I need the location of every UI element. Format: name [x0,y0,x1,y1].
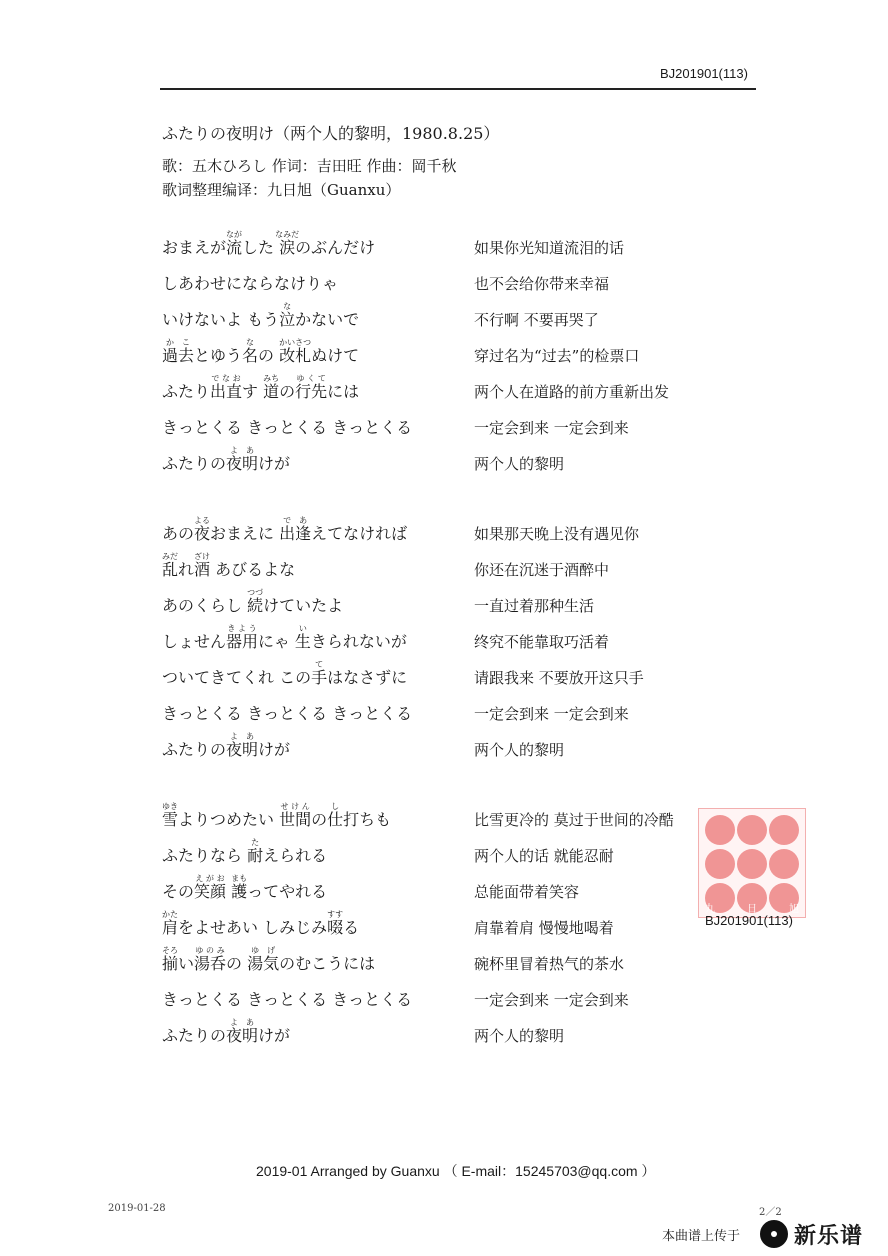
furigana-reading: た [247,838,264,847]
furigana-word: 耐た [247,838,264,865]
furigana-reading: みち [263,374,280,383]
japanese-lyric: あの夜よるおまえに 出逢であえてなければ [162,516,408,543]
chinese-translation: 两个人在道路的前方重新出发 [474,383,670,401]
japanese-lyric: しょせん器用きようにゃ 生いきられないが [162,624,407,651]
lyric-line [162,906,762,942]
chinese-translation: 两个人的黎明 [474,455,565,473]
lyric-line [162,728,762,764]
chinese-translation: 两个人的黎明 [474,741,565,759]
furigana-reading: し [327,802,344,811]
furigana-word: 生い [294,624,311,651]
furigana-word: 続つづ [247,588,264,615]
furigana-reading: ゆのみ [194,946,227,955]
japanese-lyric: きっとくる きっとくる きっとくる [162,704,413,723]
furigana-word: 出逢であ [279,516,312,543]
furigana-word: 泣な [279,302,296,329]
furigana-word: 仕し [327,802,344,829]
lyric-line [162,548,762,584]
furigana-word: 器用きよう [226,624,259,651]
lyric-line [162,978,762,1014]
japanese-lyric: おまえが流ながした 涙なみだのぶんだけ [162,230,376,257]
furigana-word: 肩かた [162,910,179,937]
lyric-line [162,334,762,370]
seal-code: BJ201901(113) [705,913,793,928]
footer-page-number: 2／2 [759,1207,782,1218]
japanese-lyric: 雪ゆきよりつめたい 世間せけんの仕し打ちも [162,802,392,829]
furigana-reading: そろ [162,946,179,955]
watermark-seal [698,808,806,918]
japanese-lyric: あのくらし 続つづけていたよ [162,588,344,615]
furigana-word: 名な [242,338,259,365]
chinese-translation: 比雪更冷的 莫过于世间的冷酷 [474,811,674,829]
furigana-reading: て [311,660,328,669]
furigana-reading: なみだ [275,230,300,239]
furigana-reading: ゆくて [295,374,328,383]
japanese-lyric: いけないよ もう泣なかないで [162,302,360,329]
furigana-word: 改札かいさつ [279,338,312,365]
upload-note: 本曲谱上传于 [662,1229,741,1244]
chinese-translation: 碗杯里冒着热气的茶水 [474,955,625,973]
japanese-lyric: 過去かことゆう名なの 改札かいさつぬけて [162,338,360,365]
chinese-translation: 一定会到来 一定会到来 [474,705,629,723]
furigana-word: 手て [311,660,328,687]
japanese-lyric: しあわせにならなけりゃ [162,274,339,293]
site-logo[interactable] [760,1217,884,1251]
japanese-lyric: ふたりの夜明よあけが [162,446,291,473]
chinese-translation: 如果那天晚上没有遇见你 [474,525,640,543]
chinese-translation: 如果你光知道流泪的话 [474,239,625,257]
japanese-lyric: ついてきてくれ この手てはなさずに [162,660,408,687]
furigana-reading: い [294,624,311,633]
lyric-line [162,834,762,870]
furigana-reading: せけん [279,802,312,811]
furigana-reading: ゆげ [247,946,280,955]
furigana-word: 乱みだ [162,552,179,579]
chinese-translation: 肩靠着肩 慢慢地喝着 [474,919,614,937]
japanese-lyric: ふたりの夜明よあけが [162,1018,291,1045]
japanese-lyric: 乱みだれ酒ざけ あびるよな [162,552,296,579]
seal-text: 九 日 旭 [705,904,799,915]
lyric-line [162,942,762,978]
lyric-line [162,870,762,906]
furigana-word: 笑顔えがお [194,874,227,901]
furigana-word: 夜明よあ [226,446,259,473]
furigana-reading: きよう [226,624,259,633]
lyric-line [162,262,762,298]
furigana-reading: すす [327,910,344,919]
stanza-3 [162,798,762,1050]
furigana-word: 夜明よあ [226,1018,259,1045]
lyric-line [162,406,762,442]
furigana-word: 涙なみだ [275,230,300,257]
furigana-word: 夜明よあ [226,732,259,759]
furigana-reading: かいさつ [279,338,312,347]
furigana-word: 護まも [231,874,248,901]
lyric-line [162,1014,762,1050]
furigana-reading: よあ [226,732,259,741]
lyric-line [162,584,762,620]
site-logo-text: 新乐谱 [794,1224,864,1249]
furigana-word: 湯呑ゆのみ [194,946,227,973]
lyric-line [162,512,762,548]
lyric-line [162,798,762,834]
furigana-word: 出直でなお [210,374,243,401]
furigana-word: 世間せけん [279,802,312,829]
japanese-lyric: その笑顔えがお 護まもってやれる [162,874,328,901]
song-credits: 歌：五木ひろし 作词：吉田旺 作曲：岡千秋 [162,157,457,175]
chinese-translation: 一定会到来 一定会到来 [474,991,629,1009]
furigana-word: 雪ゆき [162,802,179,829]
chinese-translation: 不行啊 不要再哭了 [474,311,599,329]
furigana-word: 道みち [263,374,280,401]
japanese-lyric: 肩かたをよせあい しみじみ啜すする [162,910,360,937]
lyric-line [162,298,762,334]
furigana-word: 行先ゆくて [295,374,328,401]
chinese-translation: 终究不能靠取巧活着 [474,633,610,651]
stanza-2 [162,512,762,764]
japanese-lyric: ふたりの夜明よあけが [162,732,291,759]
japanese-lyric: きっとくる きっとくる きっとくる [162,418,413,437]
japanese-lyric: ふたり出直でなおす 道みちの行先ゆくてには [162,374,360,401]
chinese-translation: 两个人的话 就能忍耐 [474,847,614,865]
furigana-reading: よあ [226,446,259,455]
header-rule [160,88,756,90]
japanese-lyric: ふたりなら 耐たえられる [162,838,328,865]
furigana-reading: なが [226,230,243,239]
chinese-translation: 一定会到来 一定会到来 [474,419,629,437]
furigana-reading: かた [162,910,179,919]
lyric-line [162,620,762,656]
furigana-reading: ゆき [162,802,179,811]
vinyl-record-icon [760,1220,788,1248]
furigana-reading: つづ [247,588,264,597]
lyric-line [162,656,762,692]
furigana-word: 湯気ゆげ [247,946,280,973]
lyric-line [162,226,762,262]
furigana-reading: であ [279,516,312,525]
furigana-reading: な [242,338,259,347]
furigana-reading: かこ [162,338,195,347]
chinese-translation: 两个人的黎明 [474,1027,565,1045]
chinese-translation: 请跟我来 不要放开这只手 [474,669,644,687]
furigana-reading: でなお [210,374,243,383]
chinese-translation: 也不会给你带来幸福 [474,275,610,293]
furigana-word: 揃そろ [162,946,179,973]
chinese-translation: 你还在沉迷于酒醉中 [474,561,610,579]
footer-date: 2019-01-28 [108,1203,166,1214]
furigana-reading: よる [194,516,211,525]
furigana-reading: まも [231,874,248,883]
furigana-reading: ざけ [194,552,211,561]
lyric-line [162,692,762,728]
furigana-reading: みだ [162,552,179,561]
song-title: ふたりの夜明け（两个人的黎明，1980.8.25） [162,124,500,143]
page-code: BJ201901(113) [660,66,748,81]
furigana-reading: よあ [226,1018,259,1027]
furigana-word: 啜すす [327,910,344,937]
footer-credit: 2019-01 Arranged by Guanxu （ E-mail：15245703@qq.com ） [256,1163,656,1179]
lyric-line [162,442,762,478]
furigana-word: 夜よる [194,516,211,543]
stanza-1 [162,226,762,478]
chinese-translation: 总能面带着笑容 [474,883,580,901]
furigana-word: 流なが [226,230,243,257]
japanese-lyric: 揃そろい湯呑ゆのみの 湯気ゆげのむこうには [162,946,376,973]
furigana-reading: な [279,302,296,311]
lyric-line [162,370,762,406]
furigana-word: 過去かこ [162,338,195,365]
lyrics-arranger: 歌词整理编译：九日旭（Guanxu） [162,181,401,199]
furigana-reading: えがお [194,874,227,883]
japanese-lyric: きっとくる きっとくる きっとくる [162,990,413,1009]
furigana-word: 酒ざけ [194,552,211,579]
chinese-translation: 一直过着那种生活 [474,597,595,615]
chinese-translation: 穿过名为“过去”的检票口 [474,347,640,365]
